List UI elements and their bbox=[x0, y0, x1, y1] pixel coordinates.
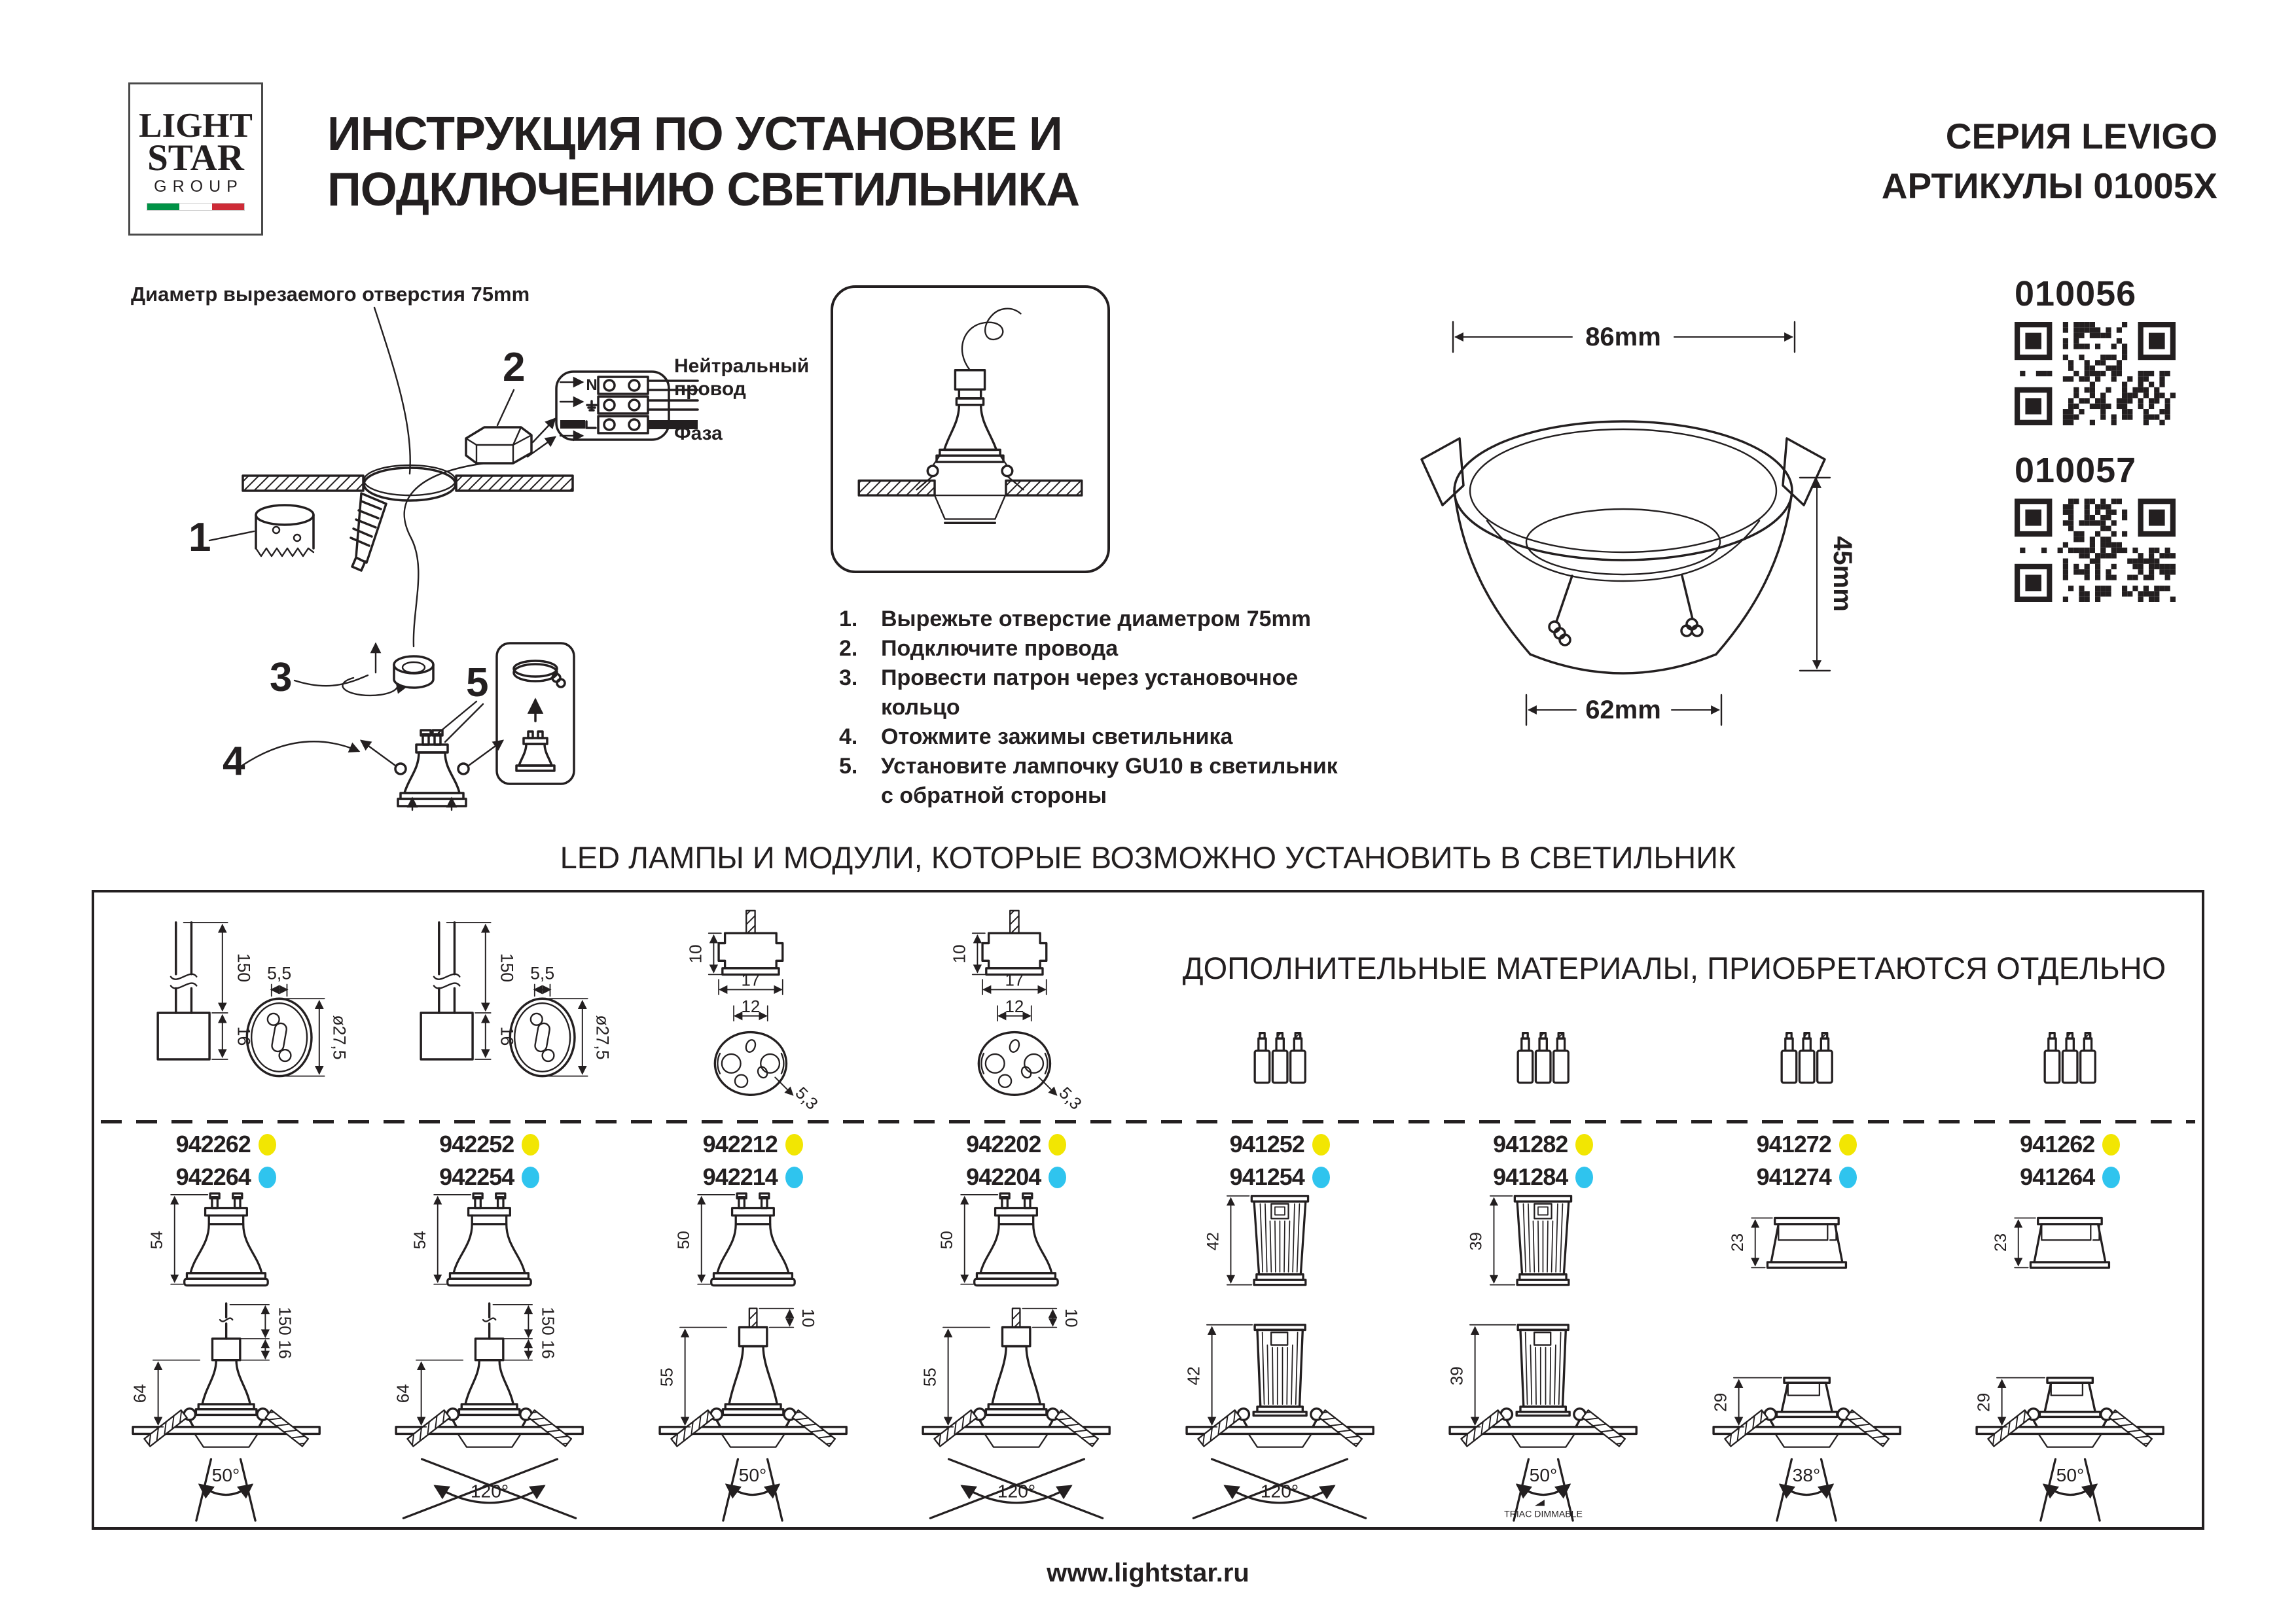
lamp-column bbox=[885, 892, 1149, 1527]
dim-width-bottom: 62mm bbox=[1585, 696, 1661, 724]
flag-white bbox=[179, 203, 211, 210]
color-temp-cool-dot bbox=[259, 1167, 276, 1188]
installed-fixture-panel bbox=[831, 285, 1110, 573]
cone-lamp-drawing bbox=[411, 1193, 563, 1301]
lamp-drawing bbox=[1992, 1193, 2144, 1303]
article-code: 942204 bbox=[966, 1163, 1041, 1190]
article-numbers bbox=[1757, 1131, 1857, 1193]
socket-diagram bbox=[358, 892, 622, 1115]
step-item-continuation: с обратной стороны bbox=[881, 783, 1107, 808]
led-module-drawing bbox=[1469, 1193, 1617, 1301]
step-item: 1. Вырежьте отверстие диаметром 75mm bbox=[839, 607, 1311, 631]
lamp-drawing bbox=[147, 1193, 300, 1303]
article-code: 942254 bbox=[439, 1163, 514, 1190]
color-temp-cool-dot bbox=[1049, 1167, 1066, 1188]
step-marker-1: 1 bbox=[188, 515, 211, 560]
flag-red bbox=[212, 203, 244, 210]
led-module-drawing bbox=[1206, 1193, 1354, 1301]
narrow-beam bbox=[1416, 1459, 1671, 1521]
socket-diagram bbox=[1675, 892, 1939, 1115]
assembly-drawing bbox=[100, 1303, 352, 1459]
step-marker-4: 4 bbox=[223, 739, 245, 784]
article-numbers bbox=[1493, 1131, 1593, 1193]
svg-text:50°: 50° bbox=[2056, 1464, 2085, 1485]
beam-angle-drawing bbox=[1679, 1459, 1934, 1521]
fixture-body bbox=[1422, 421, 1830, 725]
article-row bbox=[1757, 1163, 1857, 1191]
spring-clips bbox=[1549, 576, 1702, 645]
cone-lamp-drawing bbox=[147, 1193, 300, 1301]
article-code: 941264 bbox=[2020, 1163, 2095, 1190]
article-row bbox=[2020, 1163, 2120, 1191]
assembly-drawing bbox=[1417, 1303, 1669, 1459]
lamp-drawing bbox=[938, 1193, 1090, 1303]
color-temp-warm-dot bbox=[1312, 1134, 1330, 1156]
color-temp-warm-dot bbox=[1049, 1134, 1066, 1156]
product-variant-2 bbox=[2015, 450, 2178, 605]
svg-text:38°: 38° bbox=[1792, 1464, 1821, 1485]
color-temp-warm-dot bbox=[1575, 1134, 1593, 1156]
assembly-drawing bbox=[890, 1303, 1142, 1459]
flag-green bbox=[147, 203, 179, 210]
low-module-drawing bbox=[1728, 1193, 1880, 1301]
article-code: 942262 bbox=[175, 1131, 251, 1157]
logo-text-light: LIGHT bbox=[139, 107, 253, 145]
beam-angle-drawing bbox=[1416, 1459, 1671, 1521]
assembly-low-module bbox=[1944, 1303, 2196, 1458]
article-code: 941272 bbox=[1756, 1131, 1831, 1157]
terminal-block-icon bbox=[1509, 1029, 1577, 1090]
mounting-ring bbox=[394, 656, 433, 688]
dim-width-top: 86mm bbox=[1585, 323, 1661, 351]
gu10-lamp bbox=[395, 730, 469, 806]
svg-text:10: 10 bbox=[798, 1308, 818, 1328]
assembly-led-module bbox=[1417, 1303, 1669, 1458]
terminal-block-icon bbox=[1773, 1029, 1840, 1090]
article-row bbox=[966, 1131, 1066, 1158]
article-row bbox=[1230, 1163, 1330, 1191]
article-code: 942252 bbox=[439, 1131, 514, 1157]
svg-text:39: 39 bbox=[1467, 1232, 1486, 1251]
ceiling-cutout bbox=[243, 465, 573, 501]
article-row bbox=[966, 1163, 1066, 1191]
svg-text:29: 29 bbox=[1973, 1392, 1994, 1412]
page-title-line2: ПОДКЛЮЧЕНИЮ СВЕТИЛЬНИКА bbox=[327, 164, 1080, 216]
lamp-drawing bbox=[411, 1193, 563, 1303]
svg-text:50°: 50° bbox=[738, 1464, 767, 1485]
beam-angle-drawing bbox=[98, 1459, 353, 1521]
svg-text:10: 10 bbox=[1061, 1308, 1081, 1328]
article-code: 941262 bbox=[2020, 1131, 2095, 1157]
article-numbers bbox=[176, 1131, 276, 1193]
mr16-socket-drawing bbox=[646, 907, 859, 1114]
mr16-socket-drawing bbox=[910, 907, 1123, 1114]
svg-text:54: 54 bbox=[147, 1231, 166, 1250]
wire-connector bbox=[466, 427, 531, 463]
article-numbers bbox=[439, 1131, 539, 1193]
socket-diagram bbox=[1939, 892, 2202, 1115]
gu10-socket-drawing bbox=[117, 915, 350, 1108]
socket-diagram bbox=[94, 892, 358, 1115]
led-section-title: LED ЛАМПЫ И МОДУЛИ, КОТОРЫЕ ВОЗМОЖНО УСТАНОВИТЬ В СВЕТИЛЬНИК bbox=[560, 840, 1736, 875]
cone-lamp-drawing bbox=[938, 1193, 1090, 1301]
svg-text:120°: 120° bbox=[1261, 1480, 1299, 1502]
article-number: 010056 bbox=[2015, 274, 2137, 313]
svg-text:5,5: 5,5 bbox=[266, 963, 291, 983]
hole-diameter-note: Диаметр вырезаемого отверстия 75mm bbox=[131, 283, 530, 306]
svg-text:39: 39 bbox=[1446, 1366, 1467, 1386]
lamp-column bbox=[1412, 892, 1676, 1527]
article-row bbox=[703, 1131, 803, 1158]
article-row bbox=[703, 1163, 803, 1191]
article-row bbox=[2020, 1131, 2120, 1158]
svg-text:54: 54 bbox=[411, 1231, 430, 1250]
color-temp-cool-dot bbox=[1839, 1167, 1857, 1188]
svg-text:50: 50 bbox=[938, 1231, 957, 1250]
svg-text:150: 150 bbox=[234, 953, 254, 983]
articles-title: АРТИКУЛЫ 01005X bbox=[1881, 166, 2217, 206]
article-code: 941252 bbox=[1229, 1131, 1304, 1157]
beam-angle-drawing bbox=[889, 1459, 1144, 1521]
lamp-drawing bbox=[1469, 1193, 1617, 1303]
cone-lamp-drawing bbox=[674, 1193, 827, 1301]
article-numbers bbox=[2020, 1131, 2120, 1193]
article-row bbox=[176, 1131, 276, 1158]
svg-text:10: 10 bbox=[950, 944, 969, 964]
beam-angle-drawing bbox=[362, 1459, 617, 1521]
assembly-gu10 bbox=[100, 1303, 352, 1458]
assembly-mr16 bbox=[890, 1303, 1142, 1458]
lamp-columns bbox=[94, 892, 2202, 1527]
article-row bbox=[1230, 1131, 1330, 1158]
article-code: 941274 bbox=[1756, 1163, 1831, 1190]
step-item: 4. Отожмите зажимы светильника bbox=[839, 724, 1233, 749]
narrow-beam bbox=[625, 1459, 880, 1521]
logo-text-star: STAR bbox=[147, 137, 244, 179]
lamp-drawing bbox=[1206, 1193, 1354, 1303]
article-numbers bbox=[1230, 1131, 1330, 1193]
svg-text:17: 17 bbox=[742, 971, 761, 990]
lamp-modules-panel bbox=[92, 890, 2204, 1530]
assembly-mr16 bbox=[627, 1303, 879, 1458]
assembly-low-module bbox=[1681, 1303, 1933, 1458]
beam-angle-drawing bbox=[1152, 1459, 1407, 1521]
step-marker-5: 5 bbox=[466, 660, 489, 705]
narrow-beam bbox=[98, 1459, 353, 1521]
svg-text:55: 55 bbox=[656, 1368, 676, 1387]
triac-dimmable-note bbox=[1504, 1500, 1583, 1519]
lamp-drawing bbox=[1728, 1193, 1880, 1303]
svg-text:TRIAC DIMMABLE: TRIAC DIMMABLE bbox=[1503, 1508, 1583, 1519]
svg-text:10: 10 bbox=[687, 944, 706, 964]
svg-text:50°: 50° bbox=[211, 1464, 240, 1485]
article-numbers bbox=[966, 1131, 1066, 1193]
series-block bbox=[1882, 111, 2217, 211]
product-variant-1 bbox=[2015, 274, 2178, 429]
phase-wire-label: Фаза bbox=[674, 423, 723, 444]
color-temp-cool-dot bbox=[1312, 1167, 1330, 1188]
saw-icon bbox=[351, 493, 386, 571]
terminal-n-symbol: N bbox=[586, 376, 598, 394]
assembly-drawing bbox=[1681, 1303, 1933, 1459]
svg-text:5,3: 5,3 bbox=[791, 1084, 822, 1114]
neutral-wire-label: Нейтральный провод bbox=[674, 355, 810, 400]
page-title-line1: ИНСТРУКЦИЯ ПО УСТАНОВКЕ И bbox=[327, 108, 1062, 160]
svg-text:120°: 120° bbox=[470, 1480, 509, 1502]
socket-diagram bbox=[621, 892, 885, 1115]
svg-text:42: 42 bbox=[1204, 1232, 1223, 1251]
svg-text:64: 64 bbox=[393, 1384, 413, 1403]
article-code: 941282 bbox=[1493, 1131, 1568, 1157]
italian-flag-icon bbox=[147, 203, 245, 211]
socket-diagram bbox=[1148, 892, 1412, 1115]
svg-text:29: 29 bbox=[1710, 1392, 1730, 1412]
lamp-column bbox=[1148, 892, 1412, 1527]
svg-text:12: 12 bbox=[1005, 997, 1024, 1016]
step-marker-3: 3 bbox=[270, 655, 293, 700]
assembly-drawing bbox=[363, 1303, 615, 1459]
socket-diagram bbox=[1412, 892, 1676, 1115]
lamp-column bbox=[94, 892, 358, 1527]
fixture-dimensions-drawing bbox=[1401, 288, 1857, 746]
hole-saw bbox=[256, 505, 314, 556]
svg-text:16: 16 bbox=[497, 1026, 517, 1046]
step-item: 5. Установите лампочку GU10 в светильник bbox=[839, 754, 1338, 779]
narrow-beam bbox=[1943, 1459, 2198, 1521]
svg-text:23: 23 bbox=[1992, 1233, 2011, 1252]
svg-text:150: 150 bbox=[497, 953, 517, 983]
svg-text:50: 50 bbox=[674, 1231, 693, 1250]
narrow-beam bbox=[1679, 1459, 1934, 1521]
svg-text:64: 64 bbox=[129, 1384, 149, 1403]
website-url: www.lightstar.ru bbox=[1047, 1559, 1249, 1587]
lamp-insert-inset bbox=[497, 643, 574, 784]
assembly-drawing bbox=[627, 1303, 879, 1459]
lightstar-logo bbox=[128, 82, 263, 236]
svg-text:55: 55 bbox=[920, 1368, 940, 1387]
color-temp-cool-dot bbox=[522, 1167, 539, 1188]
wide-beam bbox=[889, 1459, 1144, 1521]
color-temp-warm-dot bbox=[522, 1134, 539, 1156]
step-marker-2: 2 bbox=[503, 345, 526, 390]
logo-text-group: GROUP bbox=[154, 177, 243, 196]
color-temp-cool-dot bbox=[785, 1167, 803, 1188]
color-temp-cool-dot bbox=[1575, 1167, 1593, 1188]
series-name: СЕРИЯ LEVIGO bbox=[1945, 116, 2217, 156]
color-temp-cool-dot bbox=[2102, 1167, 2120, 1188]
article-row bbox=[176, 1163, 276, 1191]
article-code: 941254 bbox=[1229, 1163, 1304, 1190]
beam-angle-drawing bbox=[1943, 1459, 2198, 1521]
color-temp-warm-dot bbox=[1839, 1134, 1857, 1156]
svg-text:150: 150 bbox=[538, 1307, 558, 1335]
assembly-drawing bbox=[1154, 1303, 1406, 1459]
lamp-column bbox=[1939, 892, 2202, 1527]
svg-text:150: 150 bbox=[275, 1307, 295, 1335]
article-row bbox=[439, 1131, 539, 1158]
svg-text:23: 23 bbox=[1728, 1233, 1747, 1252]
lamp-drawing bbox=[674, 1193, 827, 1303]
lamp-column bbox=[1675, 892, 1939, 1527]
article-numbers bbox=[703, 1131, 803, 1193]
beam-angle-drawing bbox=[625, 1459, 880, 1521]
article-code: 942264 bbox=[175, 1163, 251, 1190]
svg-text:ø27,5: ø27,5 bbox=[329, 1015, 350, 1060]
color-temp-warm-dot bbox=[259, 1134, 276, 1156]
qr-code bbox=[2015, 322, 2176, 425]
assembly-led-module bbox=[1154, 1303, 1406, 1458]
article-code: 942212 bbox=[702, 1131, 778, 1157]
installation-steps bbox=[839, 605, 1376, 811]
color-temp-warm-dot bbox=[2102, 1134, 2120, 1156]
svg-text:42: 42 bbox=[1183, 1366, 1203, 1386]
ground-symbol-icon bbox=[587, 401, 596, 410]
step-item: 3. Провести патрон через установочное кольцо bbox=[839, 665, 1299, 720]
article-code: 942202 bbox=[966, 1131, 1041, 1157]
article-row bbox=[439, 1163, 539, 1191]
wide-beam bbox=[362, 1459, 617, 1521]
article-row bbox=[1757, 1131, 1857, 1158]
svg-text:5,5: 5,5 bbox=[530, 963, 555, 983]
dim-height: 45mm bbox=[1828, 536, 1857, 612]
terminal-block-icon bbox=[1246, 1029, 1314, 1090]
assembly-drawing bbox=[1944, 1303, 2196, 1459]
wide-beam bbox=[1152, 1459, 1407, 1521]
step-item: 2. Подключите провода bbox=[839, 636, 1119, 661]
lamp-column bbox=[358, 892, 622, 1527]
article-code: 941284 bbox=[1493, 1163, 1568, 1190]
svg-text:50°: 50° bbox=[1529, 1464, 1558, 1485]
svg-text:16: 16 bbox=[538, 1339, 558, 1359]
svg-text:5,3: 5,3 bbox=[1055, 1084, 1085, 1114]
svg-text:12: 12 bbox=[742, 997, 761, 1016]
svg-text:ø27,5: ø27,5 bbox=[592, 1015, 613, 1060]
low-module-drawing bbox=[1992, 1193, 2144, 1301]
assembly-gu10 bbox=[363, 1303, 615, 1458]
article-number: 010057 bbox=[2015, 451, 2137, 490]
gu10-socket-drawing bbox=[380, 915, 613, 1108]
svg-text:120°: 120° bbox=[997, 1480, 1035, 1502]
socket-diagram bbox=[885, 892, 1149, 1115]
installed-fixture-drawing bbox=[833, 288, 1107, 571]
svg-text:16: 16 bbox=[275, 1339, 295, 1359]
phase-symbol-icon bbox=[586, 421, 596, 428]
article-row bbox=[1493, 1163, 1593, 1191]
article-row bbox=[1493, 1131, 1593, 1158]
lamp-column bbox=[621, 892, 885, 1527]
color-temp-warm-dot bbox=[785, 1134, 803, 1156]
svg-text:16: 16 bbox=[234, 1026, 254, 1046]
article-code: 942214 bbox=[702, 1163, 778, 1190]
extras-title: ДОПОЛНИТЕЛЬНЫЕ МАТЕРИАЛЫ, ПРИОБРЕТАЮТСЯ ОТДЕЛЬНО bbox=[1182, 951, 2166, 985]
qr-code bbox=[2015, 499, 2176, 602]
svg-text:17: 17 bbox=[1005, 971, 1024, 990]
page-title bbox=[327, 107, 1079, 218]
terminal-block-icon bbox=[2036, 1029, 2104, 1090]
